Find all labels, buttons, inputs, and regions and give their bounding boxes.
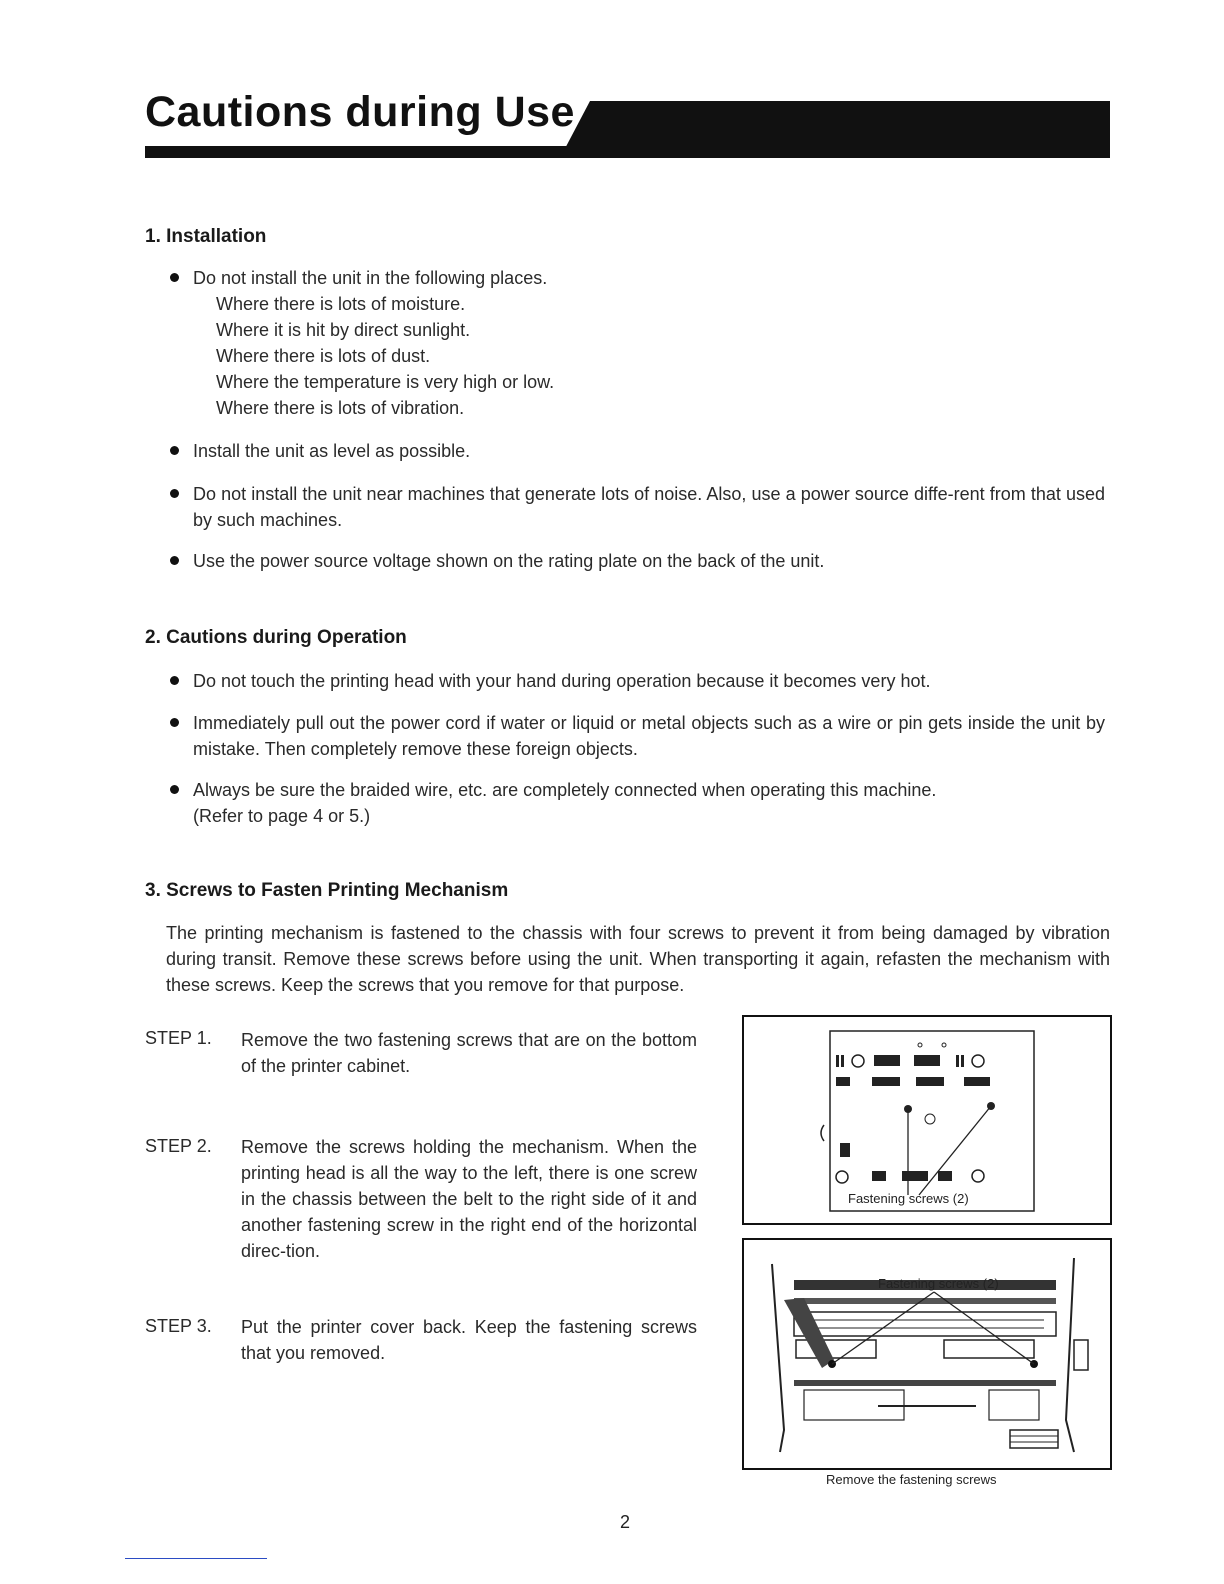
page-number: 2 (620, 1512, 631, 1532)
operation-bullet-3-line2: (Refer to page 4 or 5.) (193, 806, 371, 826)
place-item: Where there is lots of moisture. (216, 294, 466, 314)
installation-bullet-3: Do not install the unit near machines that generate lots of noise. Also, use a power source diffe-rent from that used by such machines. (193, 484, 1105, 530)
step-1-text: Remove the two fastening screws that are on the bottom of the printer cabinet. (241, 1030, 697, 1076)
operation-bullet-3 (193, 777, 1105, 829)
screws-intro: The printing mechanism is fastened to the chassis with four screws to prevent it from being damaged by vibration during transit. Remove these screws before using the unit. When transporting it again, refasten the mechanism with these screws. Keep the screws that you remove for that purpose. (166, 923, 1110, 995)
operation-bullet-1: Do not touch the printing head with your hand during operation because it becomes very hot. (193, 671, 931, 691)
place-item: Where there is lots of vibration. (216, 398, 465, 418)
cabinet-bottom-diagram (744, 1017, 1110, 1223)
installation-bullet-1: Do not install the unit in the following places. (193, 268, 548, 288)
page-title: Cautions during Use (145, 88, 575, 136)
section-screws-heading: 3. Screws to Fasten Printing Mechanism (145, 880, 509, 901)
bullet-icon (170, 489, 179, 498)
mechanism-diagram (744, 1240, 1110, 1468)
step-3-label: STEP 3. (145, 1316, 212, 1336)
figure2-label: Fastening screws (2) (878, 1276, 999, 1291)
step-2-label: STEP 2. (145, 1136, 212, 1156)
bullet-icon (170, 676, 179, 685)
bullet-icon (170, 718, 179, 727)
operation-bullet-2: Immediately pull out the power cord if water or liquid or metal objects such as a wire or pin gets inside the unit by mistake. Then completely remove these foreign objects. (193, 713, 1105, 759)
installation-bullet-2: Install the unit as level as possible. (193, 441, 471, 461)
section-operation-heading: 2. Cautions during Operation (145, 627, 407, 648)
place-item: Where there is lots of dust. (216, 346, 431, 366)
place-item: Where the temperature is very high or low. (216, 372, 555, 392)
bottom-divider (125, 1558, 267, 1559)
bullet-icon (170, 785, 179, 794)
figure1-label: Fastening screws (2) (848, 1191, 969, 1206)
figure-mechanism (742, 1238, 1112, 1470)
figure-caption: Remove the fastening screws (826, 1472, 997, 1487)
section-installation-heading: 1. Installation (145, 226, 267, 247)
bullet-icon (170, 556, 179, 565)
operation-bullet-3-line1: Always be sure the braided wire, etc. are completely connected when operating this machine. (193, 780, 937, 800)
figure-cabinet-bottom (742, 1015, 1112, 1225)
step-2-text: Remove the screws holding the mechanism. When the printing head is all the way to the left, there is one screw in the chassis between the belt to the right side of it and another fastening screw in the right end of the horizontal direc-tion. (241, 1137, 697, 1261)
step-1-label: STEP 1. (145, 1028, 212, 1048)
bullet-icon (170, 273, 179, 282)
step-3-text: Put the printer cover back. Keep the fastening screws that you removed. (241, 1317, 697, 1363)
bullet-icon (170, 446, 179, 455)
installation-bullet-4: Use the power source voltage shown on the rating plate on the back of the unit. (193, 551, 825, 571)
title-banner (0, 0, 1224, 170)
place-item: Where it is hit by direct sunlight. (216, 320, 471, 340)
